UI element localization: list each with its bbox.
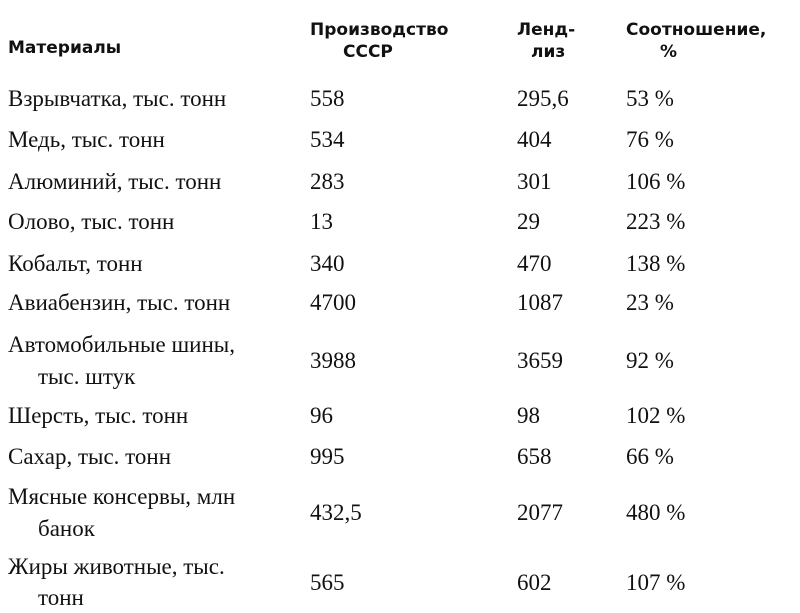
row-lendlease: 404 (517, 127, 552, 152)
row-material: Авиабензин, тыс. тонн (8, 290, 231, 315)
row-ratio: 223 % (626, 209, 686, 234)
header-ratio-line2: % (660, 42, 678, 62)
header-lendlease-line1: Ленд- (517, 20, 576, 40)
row-lendlease: 3659 (517, 348, 563, 373)
row-lendlease: 29 (517, 209, 540, 234)
row-production: 432,5 (310, 500, 362, 525)
row-material: Алюминий, тыс. тонн (8, 169, 222, 194)
row-ratio: 76 % (626, 127, 674, 152)
header-lendlease-line2: лиз (531, 42, 566, 62)
row-lendlease: 602 (517, 570, 552, 595)
row-ratio: 66 % (626, 444, 674, 469)
row-lendlease: 1087 (517, 290, 563, 315)
row-material: Кобальт, тонн (8, 251, 143, 276)
row-lendlease: 2077 (517, 500, 563, 525)
row-material-line2: банок (38, 516, 95, 541)
row-material-line1: Автомобильные шины, (8, 332, 235, 357)
header-materials: Материалы (8, 38, 122, 58)
header-production-line2: СССР (343, 42, 393, 62)
row-production: 534 (310, 127, 345, 152)
row-ratio: 138 % (626, 251, 686, 276)
row-production: 558 (310, 86, 345, 111)
row-production: 4700 (310, 290, 356, 315)
row-ratio: 23 % (626, 290, 674, 315)
row-material: Сахар, тыс. тонн (8, 444, 172, 469)
header-lendlease (517, 19, 575, 63)
header-ratio-line1: Соотношение, (626, 20, 767, 40)
row-material: Взрывчатка, тыс. тонн (8, 86, 227, 111)
row-material: Олово, тыс. тонн (8, 209, 175, 234)
row-production: 13 (310, 209, 333, 234)
row-ratio: 102 % (626, 403, 686, 428)
row-material-line1: Жиры животные, тыс. (8, 554, 225, 579)
row-ratio: 106 % (626, 169, 686, 194)
row-material: Шерсть, тыс. тонн (8, 403, 189, 428)
header-production (310, 19, 448, 63)
row-ratio: 107 % (626, 570, 686, 595)
header-production-line1: Производство (310, 20, 449, 40)
row-material-line2: тонн (38, 585, 84, 610)
row-lendlease: 470 (517, 251, 552, 276)
header-ratio (626, 19, 766, 63)
row-production: 340 (310, 251, 345, 276)
row-production: 96 (310, 403, 333, 428)
row-production: 283 (310, 169, 345, 194)
row-lendlease: 301 (517, 169, 552, 194)
row-production: 995 (310, 444, 345, 469)
row-lendlease: 98 (517, 403, 540, 428)
row-lendlease: 658 (517, 444, 552, 469)
row-production: 565 (310, 570, 345, 595)
row-material-line1: Мясные консервы, млн (8, 484, 236, 509)
row-material: Медь, тыс. тонн (8, 127, 165, 152)
row-ratio: 480 % (626, 500, 686, 525)
row-material-line2: тыс. штук (38, 364, 136, 389)
row-production: 3988 (310, 348, 356, 373)
row-ratio: 92 % (626, 348, 674, 373)
row-ratio: 53 % (626, 86, 674, 111)
row-lendlease: 295,6 (517, 86, 569, 111)
